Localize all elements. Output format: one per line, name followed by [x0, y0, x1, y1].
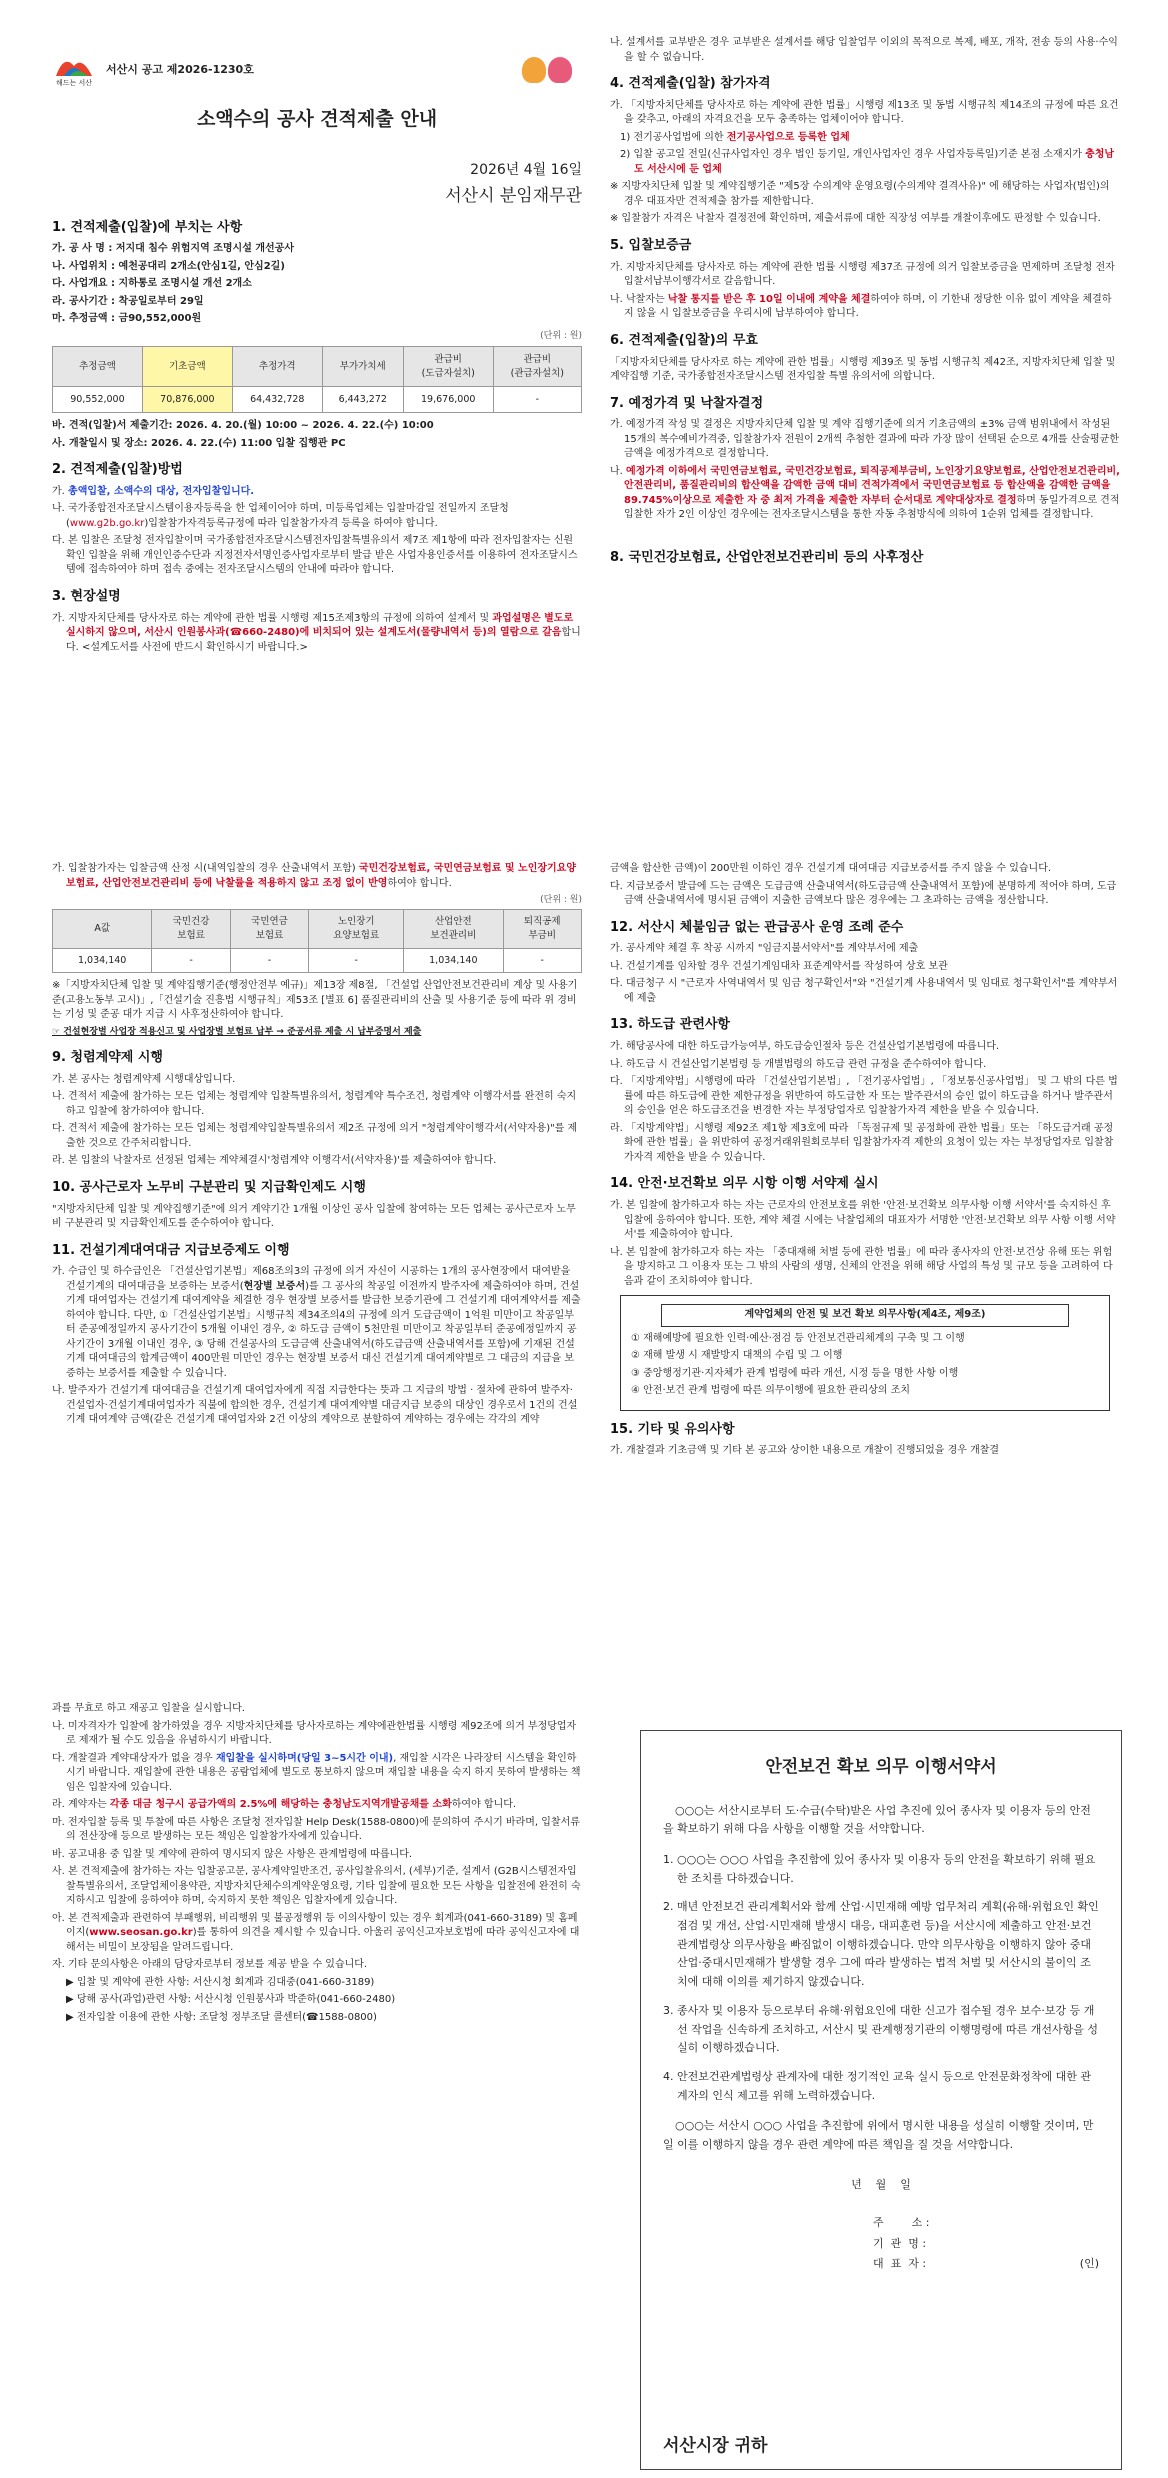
insurance-cell: -	[309, 948, 404, 973]
s2-c: 다. 본 입찰은 조달청 전자입찰이며 국가종합전자조달시스템전자입찰특별유의서 제7조 제1항에 따라 전자입찰자는 신원확인 입찰을 위해 개인인증수단과 지정전자서명인증사업자로부터 발급 받은 사업자용인증서를 이용하여 전자조달시스템에 접속하여야 하며 접속 중에는 전자조달시스템의 안내에 따라야 합니다.	[52, 535, 578, 576]
insurance-header-cell: 국민연금 보험료	[230, 910, 308, 949]
s10-a: "지방자치단체 입찰 및 계약집행기준"에 의거 계약기간 1개월 이상인 공사 입찰에 참여하는 모든 업체는 공사근로자 노무비 구분관리 및 지급확인제도를 준수하여야 합니다.	[52, 1203, 576, 1230]
insurance-table	[52, 909, 582, 973]
budget-cell: 90,552,000	[53, 387, 143, 413]
g2b-link[interactable]: www.g2b.go.kr	[69, 517, 145, 529]
p2r-cont: 금액을 합산한 금액)이 200만원 이하인 경우 건설기계 대여대금 지급보증서를 주지 않을 수 있습니다.	[610, 863, 1052, 874]
s4-a: 가. 「지방자치단체를 당사자로 하는 계약에 관한 법률」시행령 제13조 및 동법 시행규칙 제14조의 규정에 따른 요건을 갖추고, 아래의 자격요건을 모두 충족하는 업체이어야 합니다.	[610, 99, 1119, 126]
budget-cell: 6,443,272	[322, 387, 403, 413]
section-1-title: 1. 견적제출(입찰)에 부치는 사항	[52, 219, 243, 235]
s6-a: 「지방자치단체를 당사자로 하는 계약에 관한 법률」시행령 제39조 및 동법 시행규칙 제42조, 지방자치단체 입찰 및 계약집행 기준, 국가종합전자조달시스템 전자입찰 특별 유의서에 의합니다.	[610, 356, 1116, 383]
p3-a2: 아. 본 견적제출과 관련하여 부패행위, 비리행위 및 불공정행위 등 이의사항이 있는 경우 회계과(041-660-3189) 및 홈페이지(www.seosan.go.kr)를 통하여 의견을 제시할 수 있습니다. 아울러 공익신고자보호법에 따라 공익신고자에 대해서는 비밀이 보장됨을 알려드립니다.	[52, 1912, 580, 1953]
s1-opening-time: 사. 개찰일시 및 장소: 2026. 4. 22.(수) 11:00 입찰 집행관 PC	[52, 437, 346, 449]
p2-warn: ☞ 건설현장별 사업장 적용신고 및 사업장별 보험료 납부 → 준공서류 제출 시 납부증명서 제출	[52, 1026, 422, 1037]
p3-ba: 바. 공고내용 중 입찰 및 계약에 관하여 명시되지 않은 사항은 관계법령에 따릅니다.	[52, 1848, 413, 1860]
insurance-header-cell: 노인장기 요양보험료	[309, 910, 404, 949]
pledge-item: 3. 종사자 및 이용자 등으로부터 유해·위험요인에 대한 신고가 접수될 경우 보수·보강 등 개선 작업을 신속하게 조치하고, 서산시 및 관계행정기관의 이행명령에 따른 개선사항을 성실히 이행하겠습니다.	[663, 2003, 1098, 2055]
pledge-rep: 대 표 자 : (인)	[873, 2257, 1099, 2271]
contact-item: ▶ 전자입찰 이용에 관한 사항: 조달청 정부조달 콜센터(☎1588-0800)	[66, 2011, 377, 2023]
p2-a: 가. 입찰참가자는 입찰금액 산정 시(내역입찰의 경우 산출내역서 포함) 국민건강보험료, 국민연금보험료 및 노인장기요양보험료, 산업안전보건관리비 등에 낙찰률을 적용하지 않고 조정 없이 반영하여야 합니다.	[52, 863, 577, 889]
s15-a: 가. 개찰결과 기초금액 및 기타 본 공고와 상이한 내용으로 개찰이 진행되었을 경우 개찰결	[610, 1445, 1000, 1457]
seosan-logo-icon	[54, 52, 94, 78]
s1-project-name: 가. 공 사 명 : 저지대 침수 위험지역 조명시설 개선공사	[52, 243, 294, 255]
p3-ma: 마. 전자입찰 등록 및 투찰에 따른 사항은 조달청 전자입찰 Help Desk(1588-0800)에 문의하여 주시기 바라며, 입찰서류의 전산장애 등으로 발생하는 모든 책임은 입찰참가자에게 있습니다.	[52, 1816, 580, 1842]
section-10-title: 10. 공사근로자 노무비 구분관리 및 지급확인제도 시행	[52, 1179, 366, 1195]
s1-estimate: 마. 추정금액 : 금90,552,000원	[52, 313, 202, 325]
logo-caption: 해드는 서산	[55, 79, 93, 87]
budget-header-cell: 추정가격	[232, 347, 322, 387]
section-4-title: 4. 견적제출(입찰) 참가자격	[610, 76, 771, 91]
s4-note1: ※ 지방자치단체 입찰 및 계약집행기준 "제5장 수의계약 운영요령(수의계약 결격사유)" 에 해당하는 사업자(법인)의 경우 대표자만 견적제출 참가를 제한합니다.	[610, 181, 1110, 207]
insurance-cell: -	[230, 948, 308, 973]
s4-a2: 2) 입찰 공고일 전일(신규사업자인 경우 법인 등기일, 개인사업자인 경우 사업자등록일)기준 본점 소재지가 충청남도 서산시에 둔 업체	[620, 149, 1115, 175]
section-11-title: 11. 건설기계대여대금 지급보증제도 이행	[52, 1242, 290, 1258]
insurance-cell: -	[503, 948, 582, 973]
s1-unit: (단위 : 원)	[540, 330, 582, 341]
contact-item: ▶ 당해 공사(과업)관련 사항: 서산시청 인원봉사과 박준하(041-660-2480)	[66, 1994, 396, 2005]
insurance-header-cell: 국민건강 보험료	[152, 910, 230, 949]
s4-a1: 1) 전기공사업법에 의한 전기공사업으로 등록한 업체	[620, 131, 850, 143]
mascot-icon	[522, 57, 572, 83]
safety-box-item: ① 재해예방에 필요한 인력·예산·점검 등 안전보건관리체계의 구축 및 그 이행	[631, 1332, 965, 1344]
safety-box-title: 계약업체의 안전 및 보건 확보 의무사항(제4조, 제9조)	[661, 1304, 1069, 1327]
page-2	[0, 850, 1168, 1680]
s13-d: 라. 「지방계약법」시행령 제92조 제1항 제3호에 따라 「독점규제 및 공정화에 관한 법률」또는 「하도급거래 공정화에 관한 법률」을 위반하여 공정거래위원회로부터 입찰참가자격 제한의 요청이 있는 자는 부정당업자로 입찰참가자격 제한을 받을 수 있습니다.	[610, 1122, 1114, 1163]
pledge-item: 2. 매년 안전보건 관리계획서와 함께 산업·시민재해 예방 업무처리 계획(유해·위험요인 확인 점검 및 개선, 산업·시민재해 발생시 대응, 대피훈련 등)을 서산시에 제출하고 안전·보건관계법령상 의무사항을 빠짐없이 이행하겠습니다. 만약 의무사항을 이행하지 않아 중대산업·중대시민재해가 발생할 경우 그에 따라 발생하는 법적 처벌 및 서산시의 불이익 조치에 대해 이의를 제기하지 않겠습니다.	[663, 1900, 1099, 1989]
insurance-header-cell: 산업안전 보건관리비	[404, 910, 503, 949]
s1-overview: 다. 사업개요 : 지하통로 조명시설 개선 2개소	[52, 278, 252, 290]
insurance-table-header	[53, 910, 582, 949]
notice-header	[52, 52, 582, 88]
notice-number: 서산시 공고 제2026-1230호	[106, 63, 254, 77]
s13-b: 나. 하도급 시 건설산업기본법령 등 개별법령의 하도급 관련 규정을 준수하여야 합니다.	[610, 1058, 987, 1070]
insurance-header-cell: A값	[53, 910, 152, 949]
s13-a: 가. 해당공사에 대한 하도급가능여부, 하도급승인절차 등은 건설산업기본법령에 따릅니다.	[610, 1041, 1000, 1053]
s12-c: 다. 대금청구 시 "근로자 사역내역서 및 임금 청구확인서"와 "건설기계 사용내역서 및 임대료 청구확인서"를 계약부서에 제출	[610, 978, 1118, 1004]
section-15-title: 15. 기타 및 유의사항	[610, 1421, 735, 1437]
insurance-header-cell: 퇴직공제 부금비	[503, 910, 582, 949]
s9-c: 다. 견적서 제출에 참가하는 모든 업체는 청렴계약입찰특별유의서 제2조 규정에 의거 "청렴계약이행각서(서약자용)"를 제출한 것으로 간주처리합니다.	[52, 1123, 578, 1149]
contact-item: ▶ 입찰 및 계약에 관한 사항: 서산시청 회계과 김대중(041-660-3189)	[66, 1976, 375, 1988]
s2-b: 나. 국가종합전자조달시스템이용자등록을 한 업체이어야 하며, 미등록업체는 입찰마감일 전일까지 조달청(www.g2b.go.kr)입찰참가자격등록규정에 따라 입찰참가자격 등록을 하여야 합니다.	[52, 503, 509, 529]
s12-a: 가. 공사계약 체결 후 착공 시까지 "임금지불서약서"를 계약부서에 제출	[610, 943, 919, 955]
pledge-org: 기 관 명 :	[873, 2236, 927, 2250]
budget-table	[52, 346, 582, 413]
pledge-date-line: 년 월 일	[851, 2177, 911, 2191]
budget-table-row	[53, 387, 582, 413]
page2-left-column	[52, 862, 582, 1431]
budget-cell: -	[493, 387, 581, 413]
s7-a: 가. 예정가격 작성 및 결정은 지방자치단체 입찰 및 계약 집행기준에 의거 기초금액의 ±3% 금액 범위내에서 작성된 15개의 복수예비가격중, 입찰참가자 전원이 2개씩 추첨한 결과에 따라 가장 많이 선택된 순으로 4개를 산술평균한 금액을 예정가격으로 결정합니다.	[610, 419, 1119, 460]
s12-b: 나. 건설기계를 임차할 경우 건설기계임대차 표준계약서를 작성하여 상호 보관	[610, 960, 948, 972]
s1-submit-period: 바. 견적(입찰)서 제출기간: 2026. 4. 20.(월) 10:00 ~ 2026. 4. 22.(수) 10:00	[52, 420, 434, 432]
s1-location: 나. 사업위치 : 예천공대리 2개소(안심1길, 안심2길)	[52, 260, 285, 272]
section-6-title: 6. 견적제출(입찰)의 무효	[610, 332, 758, 348]
s3-a: 가. 지방자치단체를 당사자로 하는 계약에 관한 법률 시행령 제15조제3항의 규정에 의하여 설계서 및 과업설명은 별도로 실시하지 않으며, 서산시 인원봉사과(☎660-2480)에 비치되어 있는 설계도서(물량내역서 등)의 열람으로 갈음합니다. <설계도서를 사전에 반드시 확인하시기 바랍니다.>	[52, 612, 581, 653]
p3-da: 다. 개찰결과 계약대상자가 없을 경우 재입찰을 실시하며(당일 3~5시간 이내), 재입찰 시각은 나라장터 시스템을 확인하시기 바랍니다. 재입찰에 관한 내용은 공람업체에 별도로 통보하지 않으며 재입찰 내용을 숙지 하지 못하여 발생하는 책임은 입찰자에 있습니다.	[52, 1752, 581, 1793]
s14-b: 나. 본 입찰에 참가하고자 하는 자는 「중대재해 처벌 등에 관한 법률」에 따라 종사자의 안전·보건상 유해 또는 위험을 방지하고 그 이용자 또는 그 밖의 사람의 생명, 신체의 안전을 위해 해당 사업의 특성 및 규모 등을 고려하여 다음과 같이 조치하여야 합니다.	[610, 1246, 1113, 1287]
safety-box-item: ④ 안전·보건 관계 법령에 따른 의무이행에 필요한 관리상의 조치	[631, 1385, 911, 1397]
safety-box-item: ③ 중앙행정기관·지자체가 관계 법령에 따라 개선, 시정 등을 명한 사항 이행	[631, 1367, 959, 1379]
page-1	[0, 0, 1168, 830]
p3-sa: 사. 본 견적제출에 참가하는 자는 입찰공고문, 공사계약일반조건, 공사입찰유의서, (세부)기준, 설계서 (G2B시스템전자입찰특별유의서, 조달업체이용약관, 지방자치단체수의계약운영요령, 기타 입찰에 필요한 모든 사항을 입찰전에 완전히 숙지하시고 입찰에 응하여야 하며, 숙지하지 못한 책임은 입찰자에게 있습니다.	[52, 1866, 581, 1906]
pledge-title: 안전보건 확보 의무 이행서약서	[765, 1757, 997, 1777]
s13-c: 다. 「지방계약법」시행령에 따라 「건설산업기본법」, 「전기공사업법」, 「정보통신공사업법」 및 그 밖의 다른 법률에 따른 하도급에 관한 제한규정을 위반하여 하도급한 자 또는 발주관서의 승인 없이 하도급을 하거나 발주관서의 승인을 얻은 하도급조건을 변경한 자는 부정당업자로 입찰참가자격 제한을 받을 수 있습니다.	[610, 1076, 1118, 1117]
p2r-da: 다. 지급보증서 발급에 드는 금액은 도급금액 산출내역서(하도급금액 산출내역서 포함)에 분명하게 적어야 하며, 도급금액 산출내역서에 명시된 금액이 지출한 금액보다 많은 경우에는 그 초과하는 금액을 정산합니다.	[610, 880, 1117, 906]
section-9-title: 9. 청렴계약제 시행	[52, 1049, 163, 1065]
s5-a: 가. 지방자치단체를 당사자로 하는 계약에 관한 법률 시행령 제37조 규정에 의거 입찰보증금을 면제하며 조달청 전자입찰서납부이행각서로 갈음합니다.	[610, 261, 1115, 288]
insurance-cell: 1,034,140	[53, 948, 152, 973]
s7-b: 나. 예정가격 이하에서 국민연금보험료, 국민건강보험료, 퇴직공제부금비, 노인장기요양보험료, 산업안전보건관리비, 안전관리비, 품질관리비의 합산액을 감액한 금액 대비 견적가격에서 국민연금보험료 등 합산액을 감액한 금액을 89.745%이상으로 제출한 자 중 최저 가격을 제출한 자부터 순서대로 계약대상자로 결정하며 동일가격으로 견적입찰한 자가 2인 이상인 경우에는 전자조달시스템을 통한 자동 추첨방식에 의하여 1순위 업체를 결정합니다.	[610, 465, 1120, 521]
document-date: 2026년 4월 16일	[470, 161, 582, 178]
pledge-form	[640, 1730, 1122, 2470]
p3-ra: 라. 계약자는 각종 대금 청구시 공급가액의 2.5%에 해당하는 충청남도지역개발공채를 소화하여야 합니다.	[52, 1799, 517, 1810]
s9-b: 나. 견적서 제출에 참가하는 모든 업체는 청렴계약 입찰특별유의서, 청렴계약 특수조건, 청렴계약 이행각서를 완전히 숙지하고 입찰에 참가하여야 합니다.	[52, 1091, 577, 1117]
p3-na: 나. 미자격자가 입찰에 참가하였을 경우 지방자치단체를 당사자로하는 계약에관한법률 시행령 제92조에 의거 부정당업자로 제재가 될 수도 있음을 유념하시기 바랍니다.	[52, 1720, 577, 1746]
p3-cont: 과를 무효로 하고 재공고 입찰을 실시합니다.	[52, 1703, 245, 1714]
pledge-address: 주 소 :	[873, 2215, 930, 2229]
budget-table-header	[53, 347, 582, 387]
section-5-title: 5. 입찰보증금	[610, 237, 692, 253]
s9-d: 라. 본 입찰의 낙찰자로 선정된 업체는 계약체결시'청렴계약 이행각서(서약자용)'를 제출하여야 합니다.	[52, 1155, 497, 1167]
document-issuer: 서산시 분임재무관	[445, 185, 582, 206]
page2-right-column	[610, 862, 1120, 1462]
safety-duties-box	[620, 1295, 1110, 1411]
s2-a: 가. 총액입찰, 소액수의 대상, 전자입찰입니다.	[52, 485, 255, 497]
section-13-title: 13. 하도급 관련사항	[610, 1017, 730, 1033]
p2-note: ※「지방자치단체 입찰 및 계약집행기준(행정안전부 예규)」제13장 제8절, 「건설업 산업안전보건관리비 계상 및 사용기준(고용노동부 고시)」,「건설기술 진흥법 시행규칙」제53조 [별표 6] 품질관리비의 산출 및 사용기준 등에 따라 위 경비는 기성 및 준공 대가 지급 시 사후정산하여야 합니다.	[52, 980, 578, 1021]
section-2-title: 2. 견적제출(입찰)방법	[52, 462, 183, 478]
seal-mark: (인)	[1079, 2257, 1099, 2271]
s14-a: 가. 본 입찰에 참가하고자 하는 자는 근로자의 안전보호를 위한 '안전·보건확보 의무사항 이행 서약서'를 숙지하신 후 입찰에 응하여야 합니다. 또한, 계약 체결 시에는 낙찰업체의 대표자가 서명한 '안전·보건확보 의무 사항 이행 서약서'를 제출하여야 합니다.	[610, 1200, 1116, 1241]
budget-header-cell: 관급비 (관급자설치)	[493, 347, 581, 387]
s11-b: 나. 발주자가 건설기계 대여대금을 건설기계 대여업자에게 직접 지급한다는 뜻과 그 지급의 방법 · 절차에 관하여 발주자·건설업자·건설기계대여업자가 직불에 합의한 경우, 건설기계 대여계약별 대금지급 보증의 대상인 경우로서 1건의 건설기계 대여계약 금액(같은 건설기계 대여업자와 2건 이상의 계약으로 분할하여 계약하는 경우에는 각각의 계약	[52, 1385, 578, 1426]
page1-right-column	[610, 36, 1120, 573]
s5-b: 나. 낙찰자는 낙찰 통지를 받은 후 10일 이내에 계약을 체결하여야 하며, 이 기한내 정당한 이유 없이 계약을 체결하지 않을 시 입찰보증금을 우리시에 납부하여야 합니다.	[610, 293, 1112, 320]
section-12-title: 12. 서산시 체불임금 없는 관급공사 운영 조례 준수	[610, 919, 904, 935]
page1-left-column	[52, 52, 582, 658]
budget-header-cell: 관급비 (도급자설치)	[403, 347, 493, 387]
section-14-title: 14. 안전·보건확보 의무 시항 이행 서약제 실시	[610, 1176, 879, 1192]
safety-box-item: ② 재해 발생 시 재발방지 대책의 수립 및 그 이행	[631, 1350, 843, 1362]
section-3-title: 3. 현장설명	[52, 588, 121, 604]
budget-cell: 19,676,000	[403, 387, 493, 413]
pledge-item: 1. ○○○는 ○○○ 사업을 추진함에 있어 종사자 및 이용자 등의 안전을 확보하기 위해 필요한 조치를 다하겠습니다.	[663, 1853, 1096, 1885]
insurance-cell: -	[152, 948, 230, 973]
rc1-n: 나. 설계서를 교부받은 경우 교부받은 설계서를 해당 입찰업무 이외의 목적으로 복제, 배포, 개작, 전송 등의 사용·수익을 할 수 없습니다.	[610, 37, 1118, 63]
budget-header-cell: 추정금액	[53, 347, 143, 387]
budget-header-cell: 부가가치세	[322, 347, 403, 387]
s9-a: 가. 본 공사는 청렴계약제 시행대상입니다.	[52, 1073, 236, 1085]
s1-period: 라. 공사기간 : 착공일로부터 29일	[52, 295, 204, 307]
section-7-title: 7. 예정가격 및 낙찰자결정	[610, 395, 764, 411]
s4-note2: ※ 입찰참가 자격은 낙찰자 결정전에 확인하며, 제출서류에 대한 직장성 여부를 개찰이후에도 판정할 수 있습니다.	[610, 213, 1101, 225]
pledge-footer: 서산시장 귀하	[663, 2436, 768, 2457]
p2-unit: (단위 : 원)	[540, 895, 582, 905]
budget-header-cell: 기초금액	[142, 347, 232, 387]
pledge-closing: ○○○는 서산시 ○○○ 사업을 추진함에 위에서 명시한 내용을 성실히 이행할 것이며, 만일 이를 이행하지 않을 경우 관련 계약에 따른 책임을 질 것을 서약합니다.	[663, 2119, 1094, 2151]
page-3	[0, 1690, 1168, 2478]
section-8-title: 8. 국민건강보험료, 산업안전보건관리비 등의 사후정산	[610, 549, 924, 565]
insurance-cell: 1,034,140	[404, 948, 503, 973]
seosan-logo	[52, 52, 96, 88]
page3-left-column	[52, 1702, 582, 2028]
s11-a: 가. 수급인 및 하수급인은 「건설산업기본법」제68조의3의 규정에 의거 자신이 시공하는 1개의 공사현장에서 대여받을 건설기계의 대여대금을 보증하는 보증서(현장별 보증서)를 그 공사의 착공일 이전까지 발주자에 제출하여야 하며, 건설기계 대여업자는 건설기계 대여계약을 체결한 경우 현장별 보증서를 발급한 보증기관에 그 건설기계 대여계약서를 제출하여야 합니다. 다만, ①「건설산업기본법」시행규칙 제34조의4의 규정에 의거 도급금액이 1억원 미만이고 착공일부터 준공예정일까지 공사기간이 5개월 이내인 경우, ② 하도급 금액이 5천만원 미만이고 착공일부터 준공예정일까지 공사기간이 3개월 이내인 경우, ③ 당해 건설공사의 도급금액 산출내역서(하도급금액 산출내역서를 포함)에 기재된 건설기계 대여대금의 합계금액이 400만원 미만인 경우는 현장별 보증서 대신 건설기계 대여계약별로 그 대금의 지급을 보증하는 보증서를 제출할 수 있습니다.	[52, 1266, 581, 1379]
budget-cell: 64,432,728	[232, 387, 322, 413]
p3-ja: 자. 기타 문의사항은 아래의 담당자로부터 정보를 제공 받을 수 있습니다.	[52, 1959, 368, 1970]
pledge-intro: ○○○는 서산시로부터 도·수급(수탁)받은 사업 추진에 있어 종사자 및 이용자 등의 안전을 확보하기 위해 다음 사항을 이행할 것을 서약합니다.	[663, 1803, 1091, 1836]
pledge-item: 4. 안전보건관계법령상 관계자에 대한 정기적인 교육 실시 등으로 안전문화정착에 대한 관계자의 인식 제고를 위해 노력하겠습니다.	[663, 2069, 1091, 2102]
budget-cell: 70,876,000	[142, 387, 232, 413]
seosan-homepage-link[interactable]: www.seosan.go.kr	[89, 1927, 193, 1938]
document-title: 소액수의 공사 견적제출 안내	[196, 108, 438, 131]
insurance-table-row	[53, 948, 582, 973]
